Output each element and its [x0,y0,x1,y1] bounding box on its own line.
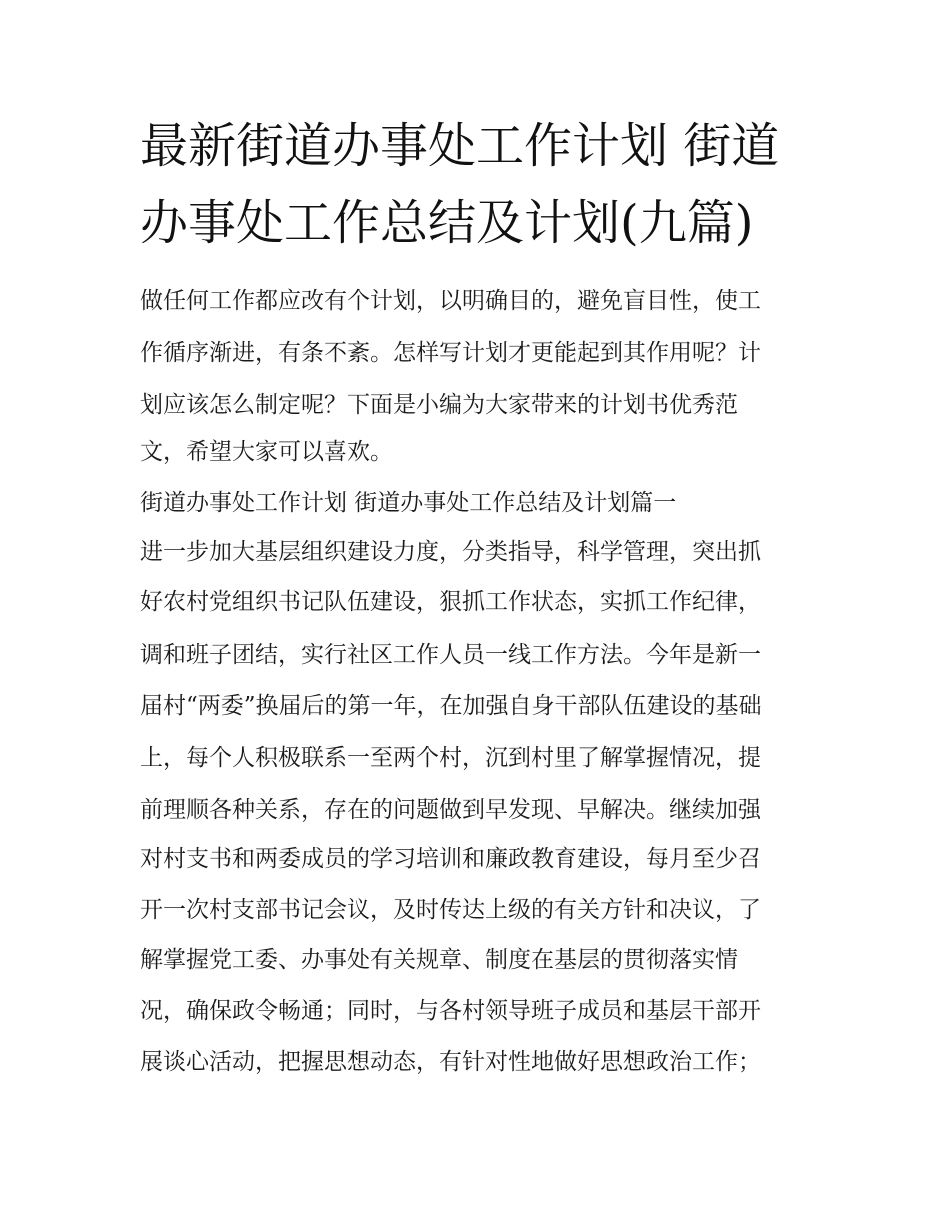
body-line-7: 对村支书和两委成员的学习培训和廉政教育建设，每月至少召 [140,846,761,872]
body-line-10: 况，确保政令畅通；同时，与各村领导班子成员和基层干部开 [140,998,761,1024]
document-title-line-2: 办事处工作总结及计划(九篇) [140,195,754,251]
intro-line-1: 做任何工作都应改有个计划，以明确目的，避免盲目性，使工 [140,288,761,314]
body-line-9: 解掌握党工委、办事处有关规章、制度在基层的贯彻落实情 [140,947,738,973]
intro-line-3: 划应该怎么制定呢？下面是小编为大家带来的计划书优秀范 [140,392,738,418]
body-line-6: 前理顺各种关系，存在的问题做到早发现、早解决。继续加强 [140,797,761,823]
body-line-5: 上，每个人积极联系一至两个村，沉到村里了解掌握情况，提 [140,745,761,771]
document-title-line-1: 最新街道办事处工作计划 街道 [140,118,780,174]
intro-line-4: 文，希望大家可以喜欢。 [140,439,393,465]
body-line-1: 进一步加大基层组织建设力度，分类指导，科学管理，突出抓 [140,539,761,565]
body-line-3: 调和班子团结，实行社区工作人员一线工作方法。今年是新一 [140,642,761,668]
intro-line-2: 作循序渐进，有条不紊。怎样写计划才更能起到其作用呢？计 [140,340,761,366]
body-line-4: 届村“两委”换届后的第一年，在加强自身干部队伍建设的基础 [140,693,762,719]
body-line-11: 展谈心活动，把握思想动态，有针对性地做好思想政治工作； [140,1049,761,1075]
body-line-2: 好农村党组织书记队伍建设，狠抓工作状态，实抓工作纪律， [140,589,761,615]
section-heading: 街道办事处工作计划 街道办事处工作总结及计划篇一 [140,490,677,516]
body-line-8: 开一次村支部书记会议，及时传达上级的有关方针和决议，了 [140,897,761,923]
